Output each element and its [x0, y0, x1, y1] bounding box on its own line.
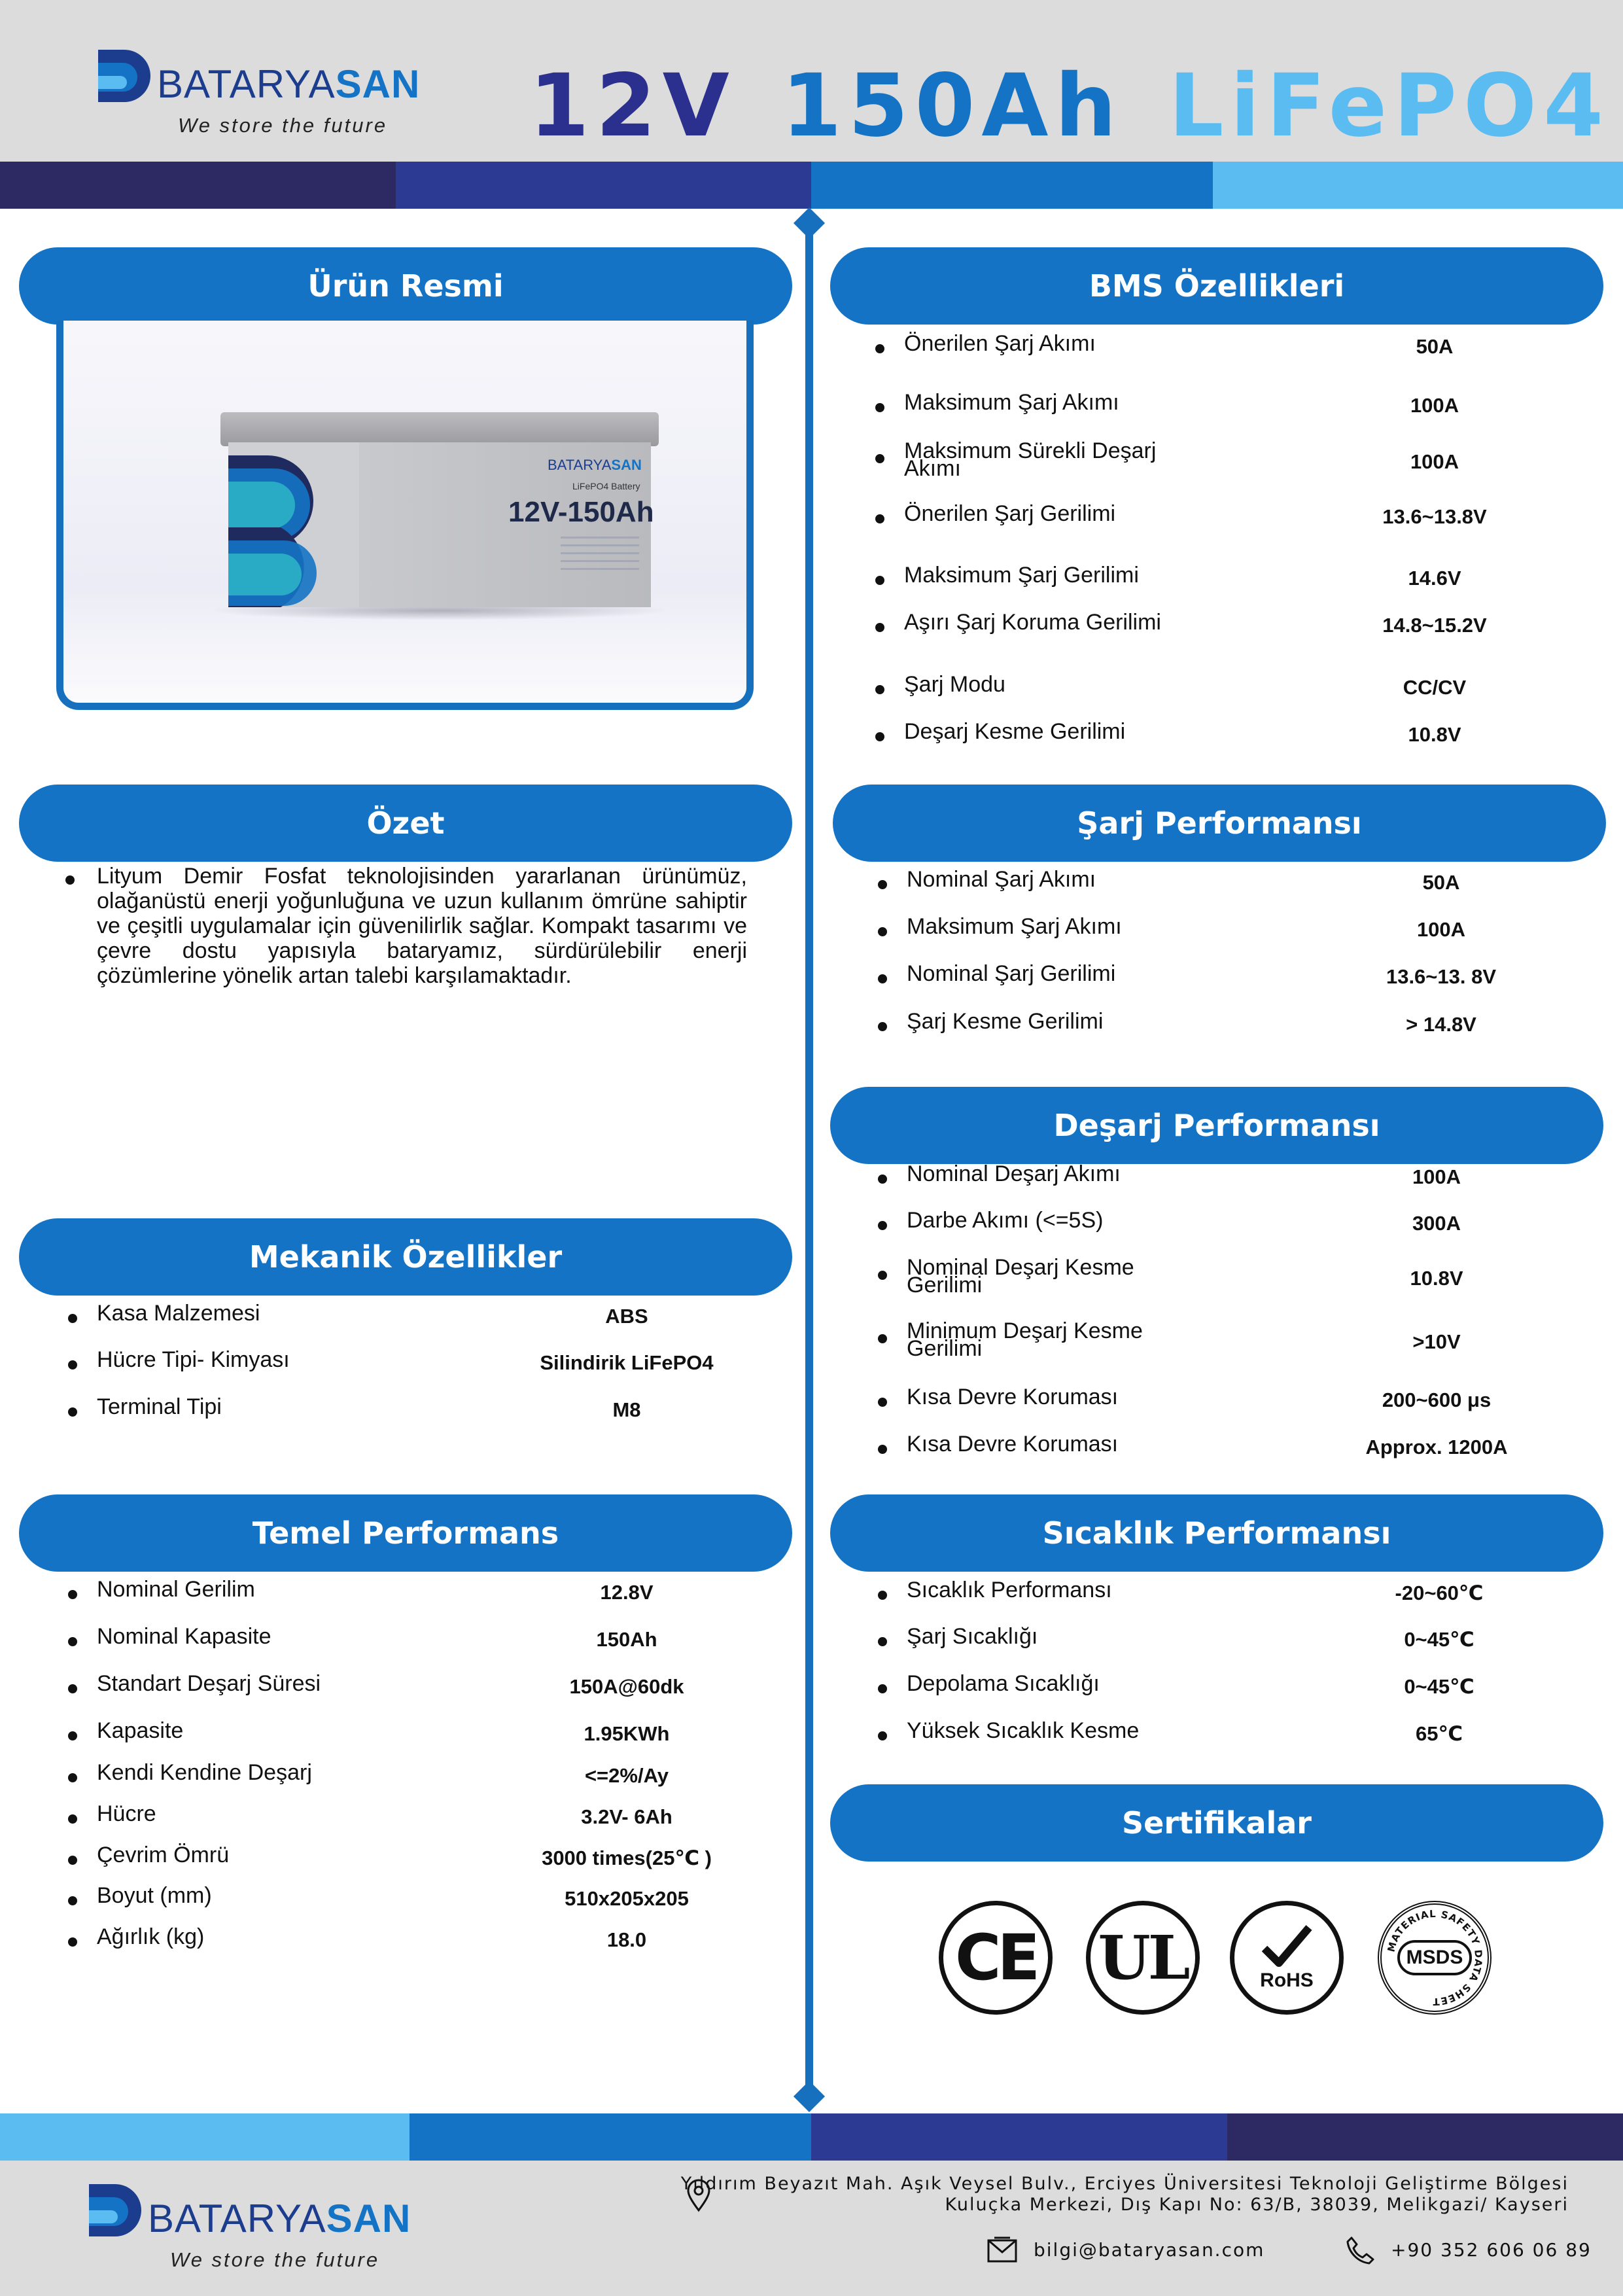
- spec-row: [68, 1926, 788, 1958]
- spec-value: 0~45℃: [1404, 1675, 1475, 1698]
- spec-value: 100A: [1416, 918, 1466, 941]
- ce-certificate-icon: CE: [939, 1901, 1053, 2015]
- spec-value: CC/CV: [1403, 676, 1467, 699]
- section-header-charge: Şarj Performansı: [833, 785, 1606, 862]
- spec-row: [878, 1433, 1597, 1466]
- spec-label: Önerilen Şarj Gerilimi: [904, 501, 1116, 526]
- footer-brand-logo: [89, 2184, 411, 2276]
- rohs-certificate-icon: RoHS: [1230, 1901, 1344, 2015]
- spec-label: Kendi Kendine Deşarj: [97, 1760, 312, 1785]
- spec-label: Maksimum Sürekli Deşarj Akımı: [904, 438, 1157, 481]
- bullet-icon: [875, 732, 884, 741]
- spec-row: [68, 1761, 788, 1794]
- bullet-icon: [878, 927, 887, 936]
- spec-row: [878, 1209, 1597, 1242]
- spec-value: 3.2V- 6Ah: [581, 1805, 672, 1828]
- spec-row: [875, 391, 1595, 424]
- spec-row: [875, 673, 1595, 706]
- bullet-icon: [68, 1360, 77, 1369]
- spec-value: 13.6~13. 8V: [1386, 965, 1497, 988]
- spec-value: ABS: [605, 1305, 648, 1328]
- bullet-icon: [68, 1314, 77, 1323]
- logo-mark-icon: [98, 50, 150, 115]
- spec-row: [878, 1386, 1597, 1419]
- footer-address-line1: Yıldırım Beyazıt Mah. Aşık Veysel Bulv., Erciyes Üniversitesi Teknoloji Geliştirme Bölgesi: [680, 2174, 1569, 2194]
- spec-label: Deşarj Kesme Gerilimi: [904, 719, 1126, 744]
- spec-value: 100A: [1410, 450, 1459, 473]
- spec-row: [878, 915, 1597, 948]
- spec-value: 510x205x205: [565, 1887, 689, 1910]
- spec-row: [68, 1625, 788, 1658]
- product-title: 12V 150Ah LiFePO4: [529, 56, 1610, 156]
- spec-label: Terminal Tipi: [97, 1394, 222, 1419]
- center-divider: [805, 216, 813, 2107]
- footer-stripe-3: [811, 2113, 1227, 2161]
- bullet-icon: [68, 1937, 77, 1947]
- bullet-icon: [878, 1221, 887, 1230]
- spec-row: [878, 1579, 1597, 1612]
- bullet-icon: [68, 1814, 77, 1824]
- spec-value: <=2%/Ay: [584, 1764, 669, 1787]
- section-header-product-image: Ürün Resmi: [19, 247, 792, 325]
- spec-label: Şarj Kesme Gerilimi: [907, 1009, 1104, 1034]
- bullet-icon: [875, 514, 884, 523]
- spec-value: 50A: [1422, 871, 1460, 894]
- spec-label: Sıcaklık Performansı: [907, 1578, 1112, 1602]
- spec-label: Nominal Deşarj Kesme Gerilimi: [907, 1255, 1134, 1298]
- spec-value: 14.8~15.2V: [1382, 614, 1487, 637]
- bullet-icon: [878, 1398, 887, 1407]
- spec-row: [68, 1349, 788, 1381]
- product-image-frame: [56, 321, 754, 710]
- bullet-icon: [878, 1271, 887, 1280]
- spec-value: Approx. 1200A: [1365, 1436, 1508, 1458]
- bullet-icon: [68, 1856, 77, 1865]
- bullet-icon: [875, 576, 884, 585]
- spec-row: [875, 332, 1595, 365]
- battery-chem-label: LiFePO4 Battery: [572, 481, 640, 491]
- bullet-icon: [878, 1637, 887, 1646]
- spec-value: 150Ah: [596, 1628, 657, 1651]
- spec-label: Boyut (mm): [97, 1883, 212, 1908]
- footer-logo-mark-icon: [89, 2184, 141, 2250]
- spec-row: [68, 1396, 788, 1428]
- spec-label: Aşırı Şarj Koruma Gerilimi: [904, 610, 1161, 635]
- battery-wave-graphic: [228, 442, 359, 607]
- spec-row: [68, 1720, 788, 1752]
- spec-label: Maksimum Şarj Akımı: [904, 390, 1119, 415]
- spec-row: [878, 1010, 1597, 1043]
- spec-value: 300A: [1412, 1212, 1461, 1235]
- spec-value: 12.8V: [600, 1581, 654, 1604]
- spec-value: 100A: [1410, 394, 1459, 417]
- spec-value: -20~60℃: [1395, 1581, 1484, 1604]
- divider-bottom-diamond: [794, 2081, 825, 2112]
- bullet-icon: [68, 1590, 77, 1599]
- battery-brand-label: BATARYASAN: [548, 457, 642, 473]
- spec-value: 1.95KWh: [584, 1722, 670, 1745]
- ul-certificate-icon: UL: [1086, 1901, 1200, 2015]
- header-stripe-3: [811, 162, 1213, 209]
- spec-row: [878, 1720, 1597, 1752]
- msds-certificate-icon: MATERIAL SAFETY DATA SHEET MSDS: [1378, 1901, 1492, 2015]
- bullet-icon: [875, 344, 884, 353]
- footer-brand-tagline: We store the future: [170, 2248, 380, 2271]
- footer-phone-link[interactable]: +90 352 606 06 89: [1391, 2239, 1592, 2261]
- spec-label: Nominal Deşarj Akımı: [907, 1161, 1121, 1186]
- brand-tagline: We store the future: [178, 114, 388, 137]
- spec-row: [875, 564, 1595, 597]
- battery-model-label: 12V-150Ah: [508, 496, 654, 528]
- bullet-icon: [875, 403, 884, 412]
- footer-stripe-2: [410, 2113, 811, 2161]
- bullet-icon: [878, 1334, 887, 1343]
- divider-top-diamond: [794, 207, 825, 239]
- summary-paragraph: Lityum Demir Fosfat teknolojisinden yararlanan ürünümüz, olağanüstü enerji yoğunluğuna ve uzun kullanım ömrüne sahiptir ve çeşitli uygulamalar için güvenilirlik sağlar. Kompakt tasarımı ve çevre dostu yapısıyla bataryamız, sürdürülebilir enerji çözümlerine yönelik artan talebi karşılamaktadır.: [65, 864, 747, 988]
- spec-label: Ağırlık (kg): [97, 1924, 205, 1949]
- page-footer: [0, 2161, 1623, 2296]
- spec-label: Şarj Sıcaklığı: [907, 1624, 1038, 1649]
- spec-value: 100A: [1412, 1165, 1461, 1188]
- spec-row: [878, 868, 1597, 901]
- spec-row: [875, 611, 1595, 644]
- spec-label: Kısa Devre Koruması: [907, 1432, 1119, 1457]
- section-header-temperature: Sıcaklık Performansı: [830, 1494, 1603, 1572]
- spec-row: [68, 1578, 788, 1611]
- spec-label: Kısa Devre Koruması: [907, 1385, 1119, 1409]
- spec-row: [878, 1318, 1597, 1361]
- spec-value: 3000 times(25℃ ): [542, 1846, 712, 1869]
- phone-icon: [1345, 2235, 1375, 2265]
- spec-row: [68, 1803, 788, 1835]
- spec-row: [875, 438, 1595, 481]
- bullet-icon: [878, 880, 887, 889]
- spec-label: Depolama Sıcaklığı: [907, 1671, 1100, 1696]
- spec-value: 50A: [1416, 335, 1454, 358]
- section-header-discharge: Deşarj Performansı: [830, 1087, 1603, 1164]
- svg-text:MATERIAL SAFETY DATA SHEET: MATERIAL SAFETY DATA SHEET: [1385, 1907, 1485, 2008]
- spec-value: Silindirik LiFePO4: [540, 1351, 714, 1374]
- bullet-icon: [875, 454, 884, 463]
- email-icon: [986, 2235, 1018, 2264]
- footer-brand-name: BATARYASAN: [148, 2197, 411, 2240]
- spec-row: [878, 1625, 1597, 1658]
- bullet-icon: [68, 1637, 77, 1646]
- bullet-icon: [878, 1445, 887, 1454]
- section-header-summary: Özet: [19, 785, 792, 862]
- spec-value: 200~600 μs: [1382, 1388, 1492, 1411]
- spec-row: [878, 1672, 1597, 1705]
- spec-row: [878, 963, 1597, 995]
- page-header: [0, 0, 1623, 162]
- spec-label: Hücre: [97, 1801, 156, 1826]
- bullet-icon: [68, 1896, 77, 1905]
- spec-value: M8: [612, 1398, 641, 1421]
- checkmark-icon: [1261, 1924, 1313, 1969]
- bullet-icon: [878, 1591, 887, 1600]
- spec-value: 14.6V: [1408, 567, 1461, 590]
- spec-label: Minimum Deşarj Kesme Gerilimi: [907, 1318, 1143, 1361]
- bullet-icon: [875, 685, 884, 694]
- spec-label: Çevrim Ömrü: [97, 1843, 230, 1867]
- spec-label: Şarj Modu: [904, 672, 1005, 697]
- footer-email-link[interactable]: bilgi@bataryasan.com: [1034, 2239, 1265, 2261]
- bullet-icon: [68, 1773, 77, 1782]
- spec-label: Yüksek Sıcaklık Kesme: [907, 1718, 1140, 1743]
- battery-fine-print: [561, 537, 639, 576]
- spec-label: Hücre Tipi- Kimyası: [97, 1347, 290, 1372]
- spec-value: 13.6~13.8V: [1382, 505, 1487, 528]
- spec-row: [68, 1844, 788, 1877]
- spec-value: 65℃: [1415, 1722, 1463, 1745]
- battery-product-image: [220, 412, 659, 609]
- spec-label: Nominal Şarj Gerilimi: [907, 961, 1116, 986]
- spec-label: Maksimum Şarj Gerilimi: [904, 563, 1139, 588]
- spec-label: Maksimum Şarj Akımı: [907, 914, 1122, 939]
- spec-row: [68, 1884, 788, 1917]
- spec-value: 10.8V: [1410, 1267, 1463, 1290]
- spec-row: [878, 1255, 1597, 1298]
- brand-name: BATARYASAN: [157, 62, 421, 106]
- bullet-icon: [878, 1684, 887, 1693]
- header-stripe-2: [396, 162, 811, 209]
- spec-row: [68, 1302, 788, 1335]
- spec-value: >10V: [1412, 1330, 1461, 1353]
- header-stripe-1: [0, 162, 396, 209]
- spec-label: Önerilen Şarj Akımı: [904, 331, 1096, 356]
- spec-label: Nominal Gerilim: [97, 1577, 255, 1602]
- spec-label: Standart Deşarj Süresi: [97, 1671, 321, 1696]
- header-stripe-4: [1213, 162, 1623, 209]
- section-header-certificates: Sertifikalar: [830, 1784, 1603, 1862]
- spec-value: 18.0: [606, 1928, 647, 1951]
- spec-value: 10.8V: [1408, 723, 1461, 746]
- bullet-icon: [875, 623, 884, 632]
- spec-value: 150A@60dk: [569, 1675, 684, 1698]
- brand-logo: [98, 50, 421, 141]
- spec-label: Kapasite: [97, 1718, 184, 1743]
- section-header-mechanical: Mekanik Özellikler: [19, 1218, 792, 1296]
- spec-row: [875, 503, 1595, 535]
- spec-row: [878, 1163, 1597, 1195]
- bullet-icon: [878, 1731, 887, 1740]
- footer-stripe-4: [1227, 2113, 1623, 2161]
- bullet-icon: [68, 1731, 77, 1740]
- spec-row: [875, 720, 1595, 753]
- footer-address-line2: Kuluçka Merkezi, Dış Kapı No: 63/B, 38039, Melikgazi/ Kayseri: [945, 2195, 1569, 2215]
- bullet-icon: [878, 1174, 887, 1184]
- bullet-icon: [68, 1407, 77, 1417]
- spec-label: Nominal Kapasite: [97, 1624, 271, 1649]
- section-header-bms: BMS Özellikleri: [830, 247, 1603, 325]
- bullet-icon: [68, 1684, 77, 1693]
- spec-label: Nominal Şarj Akımı: [907, 867, 1096, 892]
- bullet-icon: [878, 1022, 887, 1031]
- spec-label: Kasa Malzemesi: [97, 1301, 260, 1326]
- section-header-basic: Temel Performans: [19, 1494, 792, 1572]
- spec-row: [68, 1672, 788, 1705]
- spec-label: Darbe Akımı (<=5S): [907, 1208, 1104, 1233]
- spec-value: > 14.8V: [1406, 1013, 1476, 1036]
- bullet-icon: [878, 974, 887, 983]
- spec-value: 0~45℃: [1404, 1628, 1475, 1651]
- footer-stripe-1: [0, 2113, 410, 2161]
